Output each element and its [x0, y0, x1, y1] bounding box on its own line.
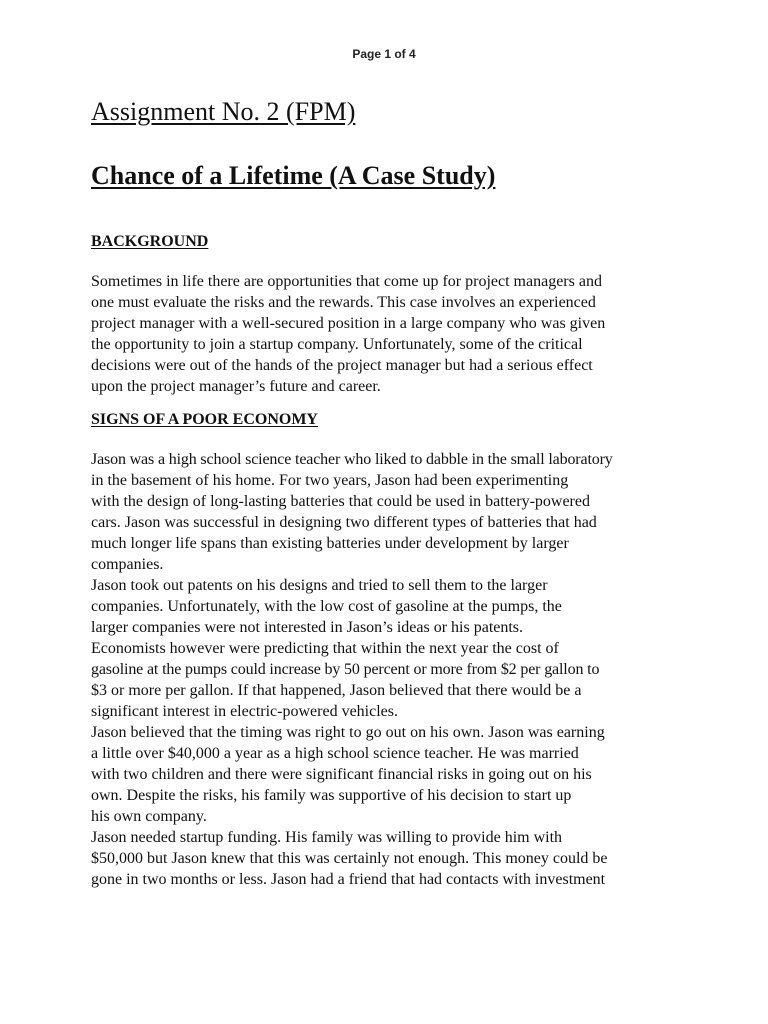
text-line: $3 or more per gallon. If that happened, Jason believed that there would be a [91, 682, 582, 699]
section-heading-poor-economy: SIGNS OF A POOR ECONOMY [91, 411, 318, 428]
document-body [91, 92, 691, 890]
text-line: cars. Jason was successful in designing two different types of batteries that had [91, 514, 597, 531]
text-line: much longer life spans than existing batteries under development by larger [91, 535, 569, 552]
text-line: Jason was a high school science teacher who liked to dabble in the small laboratory [91, 451, 613, 468]
text-line: with two children and there were significant financial risks in going out on his [91, 766, 592, 783]
background-paragraph [91, 271, 691, 397]
page-number: Page 1 of 4 [352, 47, 416, 61]
text-line: significant interest in electric-powered vehicles. [91, 703, 398, 720]
text-line: the opportunity to join a startup company. Unfortunately, some of the critical [91, 336, 583, 353]
text-line: Jason needed startup funding. His family was willing to provide him with [91, 829, 563, 846]
text-line: companies. [91, 556, 164, 573]
case-study-title: Chance of a Lifetime (A Case Study) [91, 161, 496, 190]
text-line: decisions were out of the hands of the project manager but had a serious effect [91, 357, 593, 374]
text-line: with the design of long-lasting batteries that could be used in battery-powered [91, 493, 590, 510]
text-line: his own company. [91, 808, 207, 825]
text-line: project manager with a well-secured position in a large company who was given [91, 315, 606, 332]
text-line: gone in two months or less. Jason had a friend that had contacts with investment [91, 871, 606, 888]
text-line: in the basement of his home. For two years, Jason had been experimenting [91, 472, 569, 489]
text-line: a little over $40,000 a year as a high school science teacher. He was married [91, 745, 579, 762]
text-line: larger companies were not interested in Jason’s ideas or his patents. [91, 619, 524, 636]
document-title: Assignment No. 2 (FPM) [91, 97, 356, 126]
section-heading-background: BACKGROUND [91, 233, 209, 250]
text-line: upon the project manager’s future and career. [91, 378, 381, 395]
text-line: one must evaluate the risks and the rewards. This case involves an experienced [91, 294, 596, 311]
text-line: gasoline at the pumps could increase by 50 percent or more from $2 per gallon to [91, 661, 600, 678]
text-line: Jason took out patents on his designs and tried to sell them to the larger [91, 577, 548, 594]
text-line: own. Despite the risks, his family was supportive of his decision to start up [91, 787, 572, 804]
text-line: Jason believed that the timing was right to go out on his own. Jason was earning [91, 724, 605, 741]
text-line: $50,000 but Jason knew that this was certainly not enough. This money could be [91, 850, 608, 867]
text-line: Sometimes in life there are opportunities that come up for project managers and [91, 273, 602, 290]
text-line: companies. Unfortunately, with the low cost of gasoline at the pumps, the [91, 598, 562, 615]
economy-paragraph [91, 449, 691, 890]
text-line: Economists however were predicting that within the next year the cost of [91, 640, 559, 657]
